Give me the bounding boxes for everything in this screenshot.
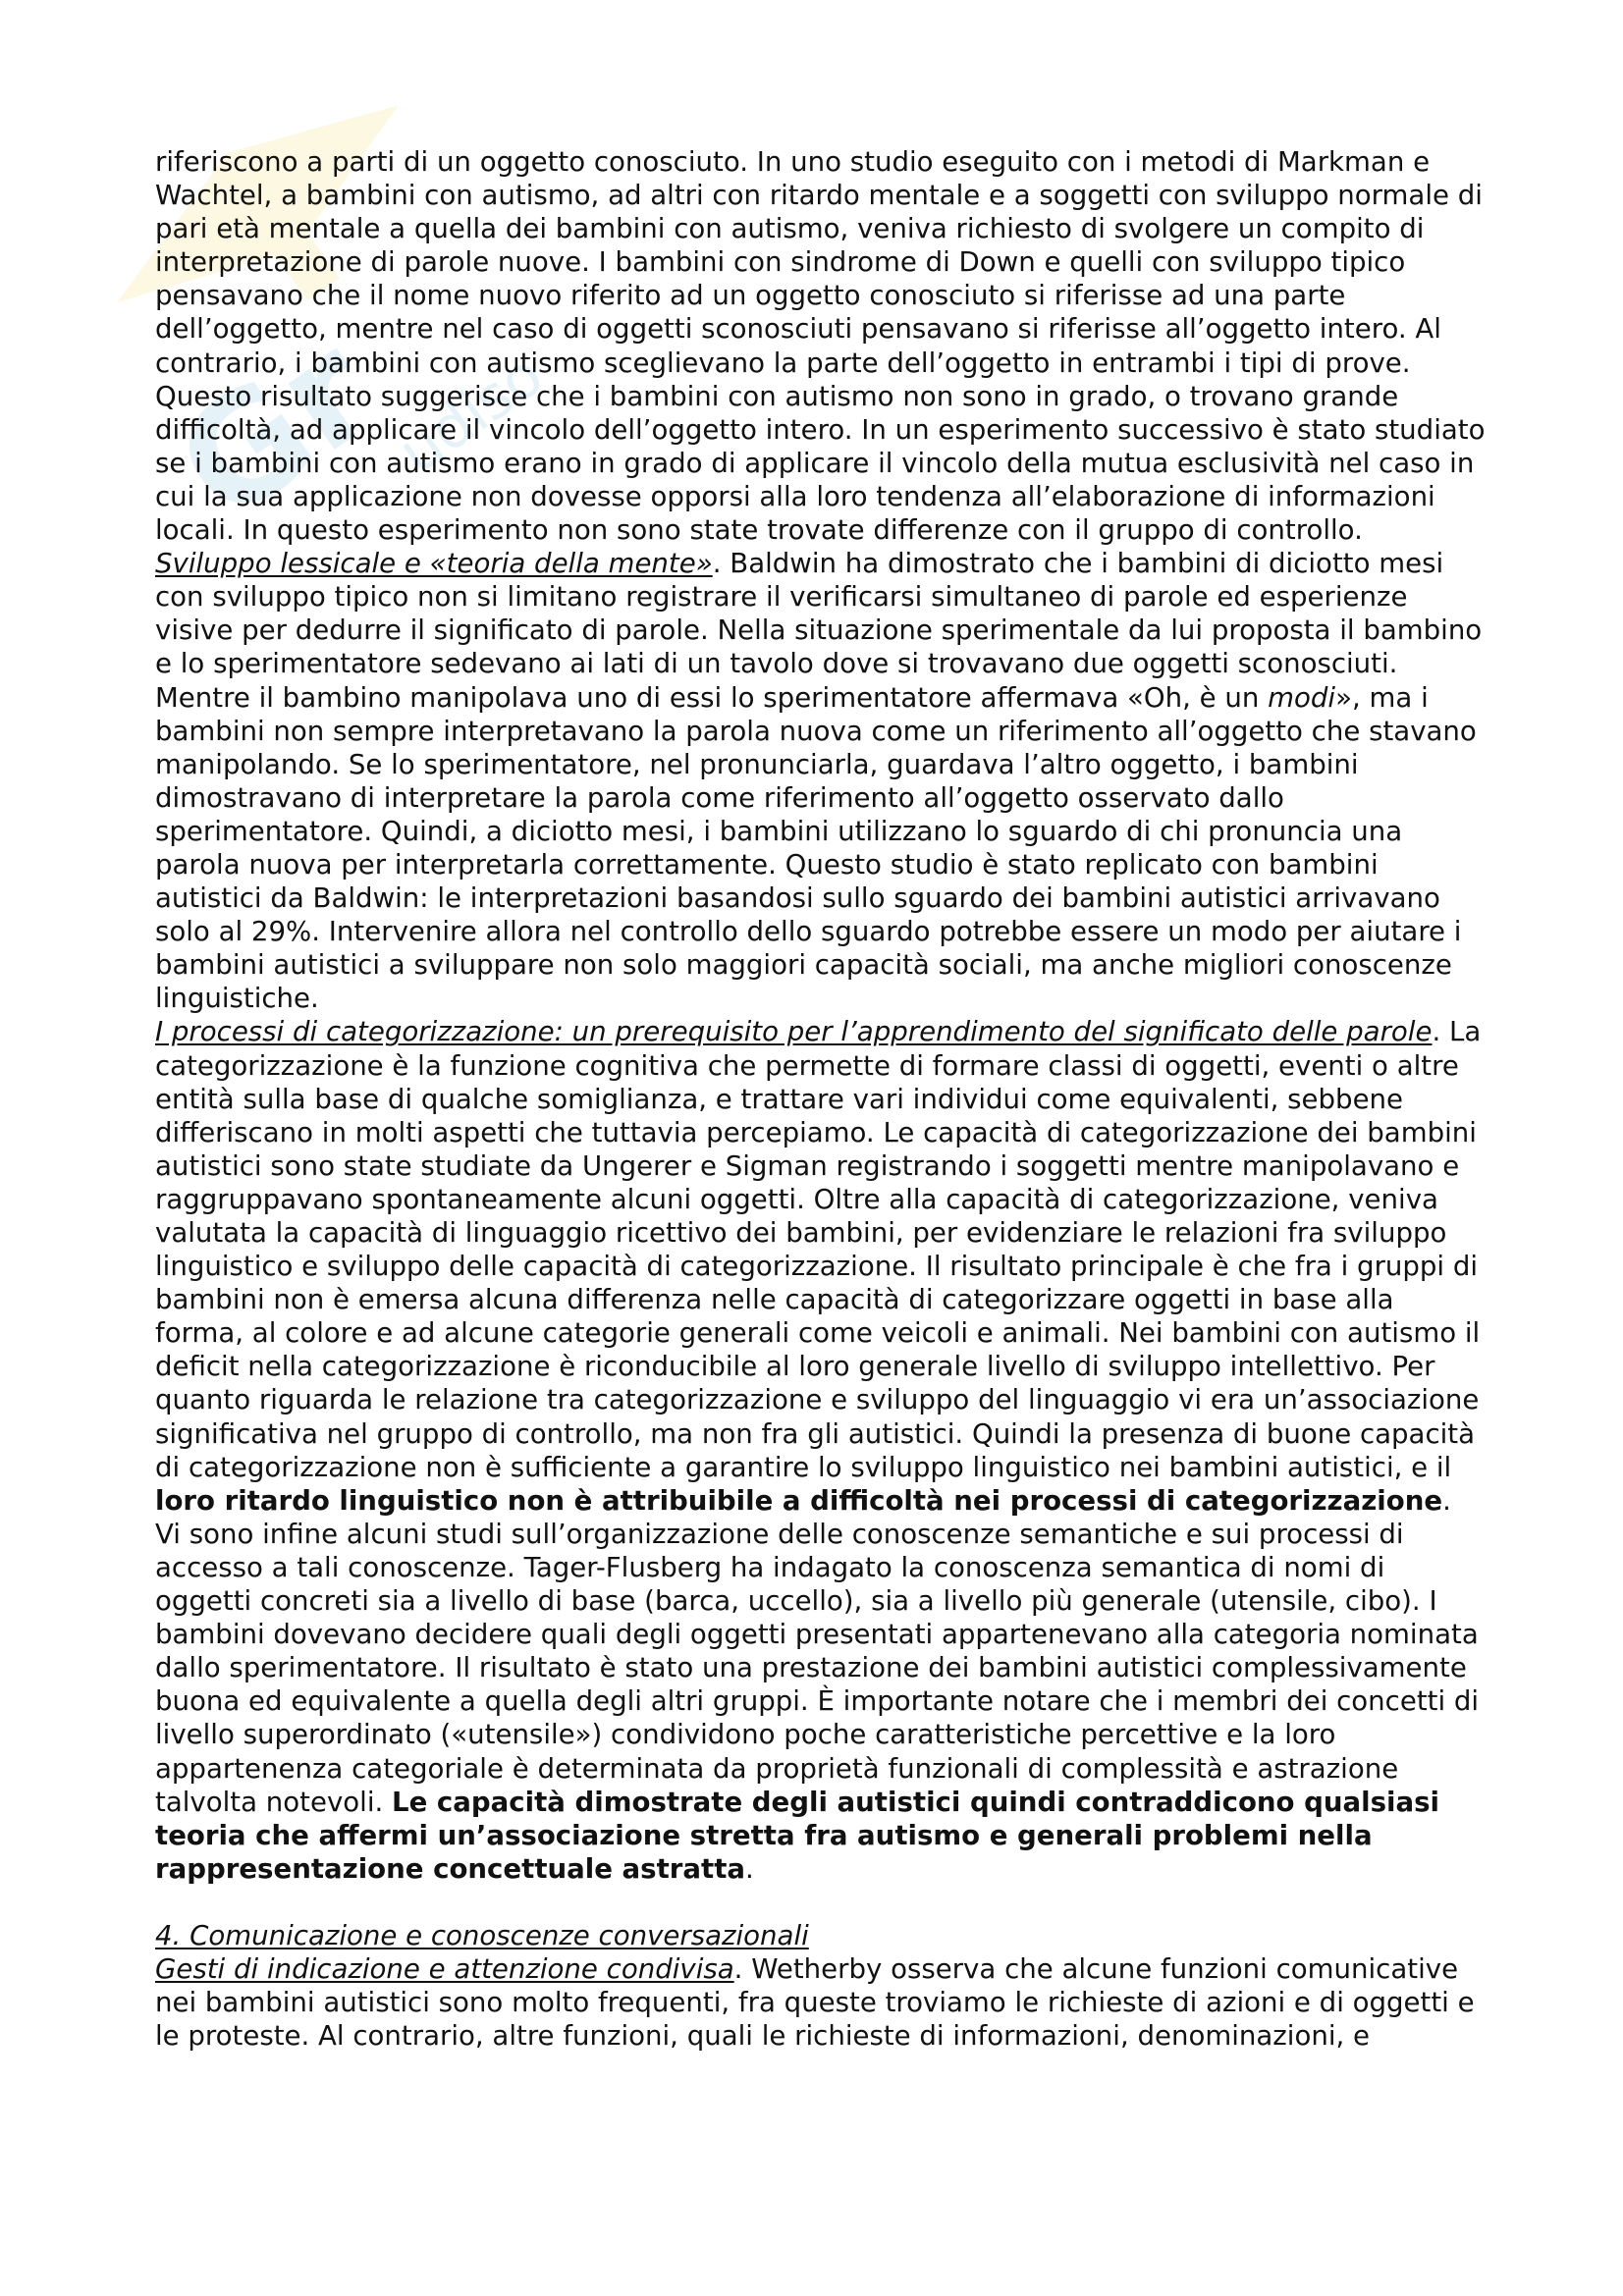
paragraph-4-bold: Le capacità dimostrate degli autistici quindi contraddicono qualsiasi teoria che affermi un’associazione stretta fra autismo e generali problemi nella rappresentazione concettuale astratta (155, 1785, 1439, 1885)
spacer (155, 1886, 1486, 1919)
paragraph-2 (155, 547, 1486, 1015)
paragraph-2-text-b: », ma i bambini non sempre interpretavano la parola nuova come un riferimento all’oggetto che stavano manipolando. Se lo sperimentatore, nel pronunciarla, guardava l’altro oggetto, i bambini dimostravano di interpretare la parola come riferimento all’oggetto osservato dallo sperimentatore. Quindi, a diciotto mesi, i bambini utilizzano lo sguardo di chi pronuncia una parola nuova per interpretarla correttamente. Questo studio è stato replicato con bambini autistici da Baldwin: le interpretazioni basandosi sullo sguardo dei bambini autistici arrivavano solo al 29%. Intervenire allora nel controllo dello sguardo potrebbe essere un modo per aiutare i bambini autistici a sviluppare non solo maggiori capacità sociali, ma anche migliori conoscenze linguistiche. (155, 680, 1477, 1015)
section-heading-text: 4. Comunicazione e conoscenze conversazionali (155, 1918, 809, 1951)
svg-text:udiso: udiso (386, 340, 556, 488)
italic-word-modi: modi (1268, 680, 1336, 714)
subheading-gesti-indicazione: Gesti di indicazione e attenzione condivisa (155, 1951, 734, 1985)
subheading-sviluppo-lessicale: Sviluppo lessicale e «teoria della mente» (155, 547, 713, 580)
paragraph-5 (155, 1952, 1486, 2053)
paragraph-3 (155, 1015, 1486, 1517)
paragraph-5-text-a: . Wetherby osserva che alcune funzioni comunicative nei bambini autistici sono molto frequenti, fra queste troviamo le richieste di azioni e di oggetti e le proteste. Al contrario, altre funzioni, quali le richieste di informazioni, denominazioni, e (155, 1951, 1475, 2053)
subheading-processi-categorizzazione: I processi di categorizzazione: un prerequisito per l’apprendimento del significato delle parole (155, 1015, 1433, 1048)
paragraph-4-end: . (745, 1851, 754, 1885)
section-heading (155, 1919, 1486, 1952)
paragraph-3-text-a: . La categorizzazione è la funzione cognitiva che permette di formare classi di oggetti, eventi o altre entità sulla base di qualche somiglianza, e trattare vari individui come equivalenti, sebbene differiscano in molti aspetti che tuttavia percepiamo. Le capacità di categorizzazione dei bambini autistici sono state studiate da Ungerer e Sigman registrando i soggetti mentre manipolavano e raggruppavano spontaneamente alcuni oggetti. Oltre alla capacità di categorizzazione, veniva valutata la capacità di linguaggio ricettivo dei bambini, per evidenziare le relazioni fra sviluppo linguistico e sviluppo delle capacità di categorizzazione. Il risultato principale è che fra i gruppi di bambini non è emersa alcuna differenza nelle capacità di categorizzare oggetti in base alla forma, al colore e ad alcune categorie generali come veicoli e animali. Nei bambini con autismo il deficit nella categorizzazione è riconducibile al loro generale livello di sviluppo intellettivo. Per quanto riguarda le relazione tra categorizzazione e sviluppo del linguaggio vi era un’associazione significativa nel gruppo di controllo, ma non fra gli autistici. Quindi la presenza di buone capacità di categorizzazione non è sufficiente a garantire lo sviluppo linguistico nei bambini autistici, e il (155, 1015, 1482, 1483)
paragraph-3-bold: loro ritardo linguistico non è attribuibile a difficoltà nei processi di categorizzazione (155, 1483, 1443, 1517)
paragraph-1-text: riferiscono a parti di un oggetto conosciuto. In uno studio eseguito con i metodi di Markman e Wachtel, a bambini con autismo, ad altri con ritardo mentale e a soggetti con sviluppo normale di pari età mentale a quella dei bambini con autismo, veniva richiesto di svolgere un compito di interpretazione di parole nuove. I bambini con sindrome di Down e quelli con sviluppo tipico pensavano che il nome nuovo riferito ad un oggetto conosciuto si riferisse ad una parte dell’oggetto, mentre nel caso di oggetti sconosciuti pensavano si riferisse all’oggetto intero. Al contrario, i bambini con autismo sceglievano la parte dell’oggetto in entrambi i tipi di prove. Questo risultato suggerisce che i bambini con autismo non sono in grado, o trovano grande difficoltà, ad applicare il vincolo dell’oggetto intero. In un esperimento successivo è stato studiato se i bambini con autismo erano in grado di applicare il vincolo della mutua esclusività nel caso in cui la sua applicazione non dovesse opporsi alla loro tendenza all’elaborazione di informazioni locali. In questo esperimento non sono state trovate differenze con il gruppo di controllo. (155, 145, 1486, 547)
document-body (155, 145, 1486, 2053)
paragraph-3-end: . (1442, 1483, 1451, 1517)
paragraph-1 (155, 145, 1486, 547)
paragraph-2-text-a: . Baldwin ha dimostrato che i bambini di diciotto mesi con sviluppo tipico non si limitano registrare il verificarsi simultaneo di parole ed esperienze visive per dedurre il significato di parole. Nella situazione sperimentale da lui proposta il bambino e lo sperimentatore sedevano ai lati di un tavolo dove si trovavano due oggetti sconosciuti. Mentre il bambino manipolava uno di essi lo sperimentatore affermava «Oh, è un (155, 547, 1483, 714)
paragraph-4 (155, 1518, 1486, 1886)
svg-text:Gr: Gr (147, 303, 405, 556)
paragraph-4-text-a: Vi sono infine alcuni studi sull’organizzazione delle conoscenze semantiche e sui processi di accesso a tali conoscenze. Tager-Flusberg ha indagato la conoscenza semantica di nomi di oggetti concreti sia a livello di base (barca, uccello), sia a livello più generale (utensile, cibo). I bambini dovevano decidere quali degli oggetti presentati appartenevano alla categoria nominata dallo sperimentatore. Il risultato è stato una prestazione dei bambini autistici complessivamente buona ed equivalente a quella degli altri gruppi. È importante notare che i membri dei concetti di livello superordinato («utensile») condividono poche caratteristiche percettive e la loro appartenenza categoriale è determinata da proprietà funzionali di complessità e astrazione talvolta notevoli. (155, 1517, 1480, 1818)
